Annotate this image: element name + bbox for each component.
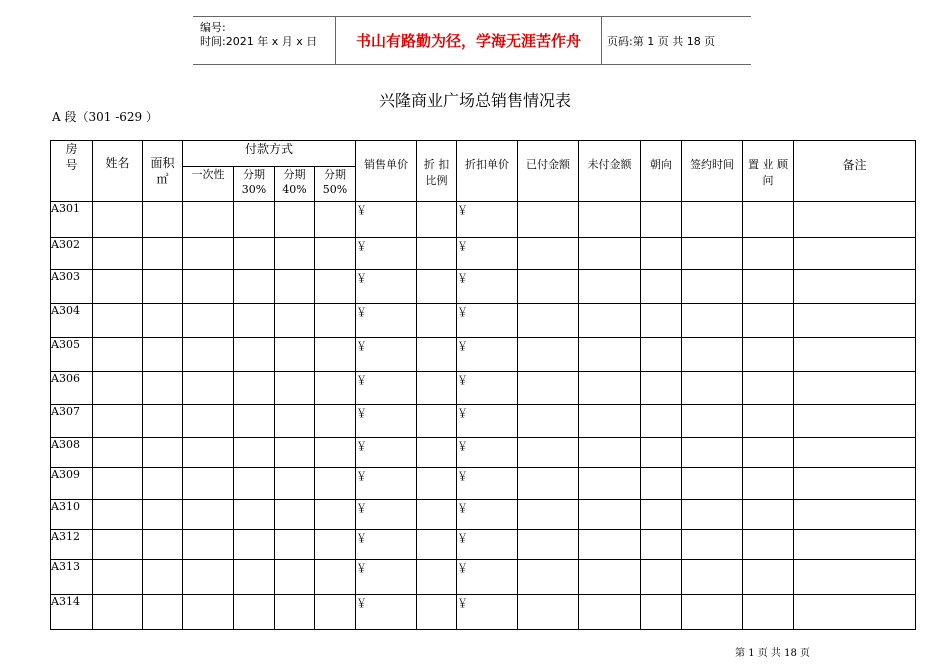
table-cell: [234, 202, 275, 238]
sales-table: [50, 140, 916, 630]
table-cell: [579, 438, 641, 468]
discount-price-cell: ￥: [457, 202, 518, 238]
table-cell: [315, 270, 356, 304]
table-cell: [641, 500, 682, 530]
table-cell: [315, 560, 356, 595]
table-cell: [518, 530, 579, 560]
table-cell: [234, 270, 275, 304]
col-discount-price: 折扣单价: [457, 141, 518, 202]
table-cell: [183, 595, 234, 630]
document-header: [193, 16, 751, 65]
table-cell: [234, 500, 275, 530]
room-id: A301: [51, 202, 93, 238]
unit-price-cell: ￥: [356, 560, 417, 595]
table-cell: [417, 270, 457, 304]
table-cell: [579, 530, 641, 560]
table-row: [51, 270, 916, 304]
table-cell: [417, 500, 457, 530]
table-cell: [743, 595, 794, 630]
table-cell: [518, 372, 579, 405]
page-info: 页码:第 1 页 共 18 页: [607, 34, 716, 48]
table-cell: [794, 372, 916, 405]
table-cell: [143, 468, 183, 500]
table-cell: [641, 468, 682, 500]
table-cell: [743, 468, 794, 500]
unit-price-cell: ￥: [356, 405, 417, 438]
table-cell: [234, 560, 275, 595]
table-cell: [275, 304, 315, 338]
table-cell: [743, 530, 794, 560]
table-cell: [93, 405, 143, 438]
section-label: A 段（301 -629 ）: [52, 110, 158, 124]
header-meta: [193, 17, 335, 64]
table-cell: [641, 560, 682, 595]
page-title: 兴隆商业广场总销售情况表: [378, 91, 571, 110]
table-cell: [234, 372, 275, 405]
table-cell: [275, 468, 315, 500]
table-cell: [794, 500, 916, 530]
table-cell: [234, 405, 275, 438]
room-id: A309: [51, 468, 93, 500]
table-cell: [518, 338, 579, 372]
table-cell: [682, 530, 743, 560]
table-cell: [682, 304, 743, 338]
unit-price-cell: ￥: [356, 338, 417, 372]
table-cell: [143, 338, 183, 372]
discount-price-cell: ￥: [457, 238, 518, 270]
table-cell: [143, 304, 183, 338]
unit-price-cell: ￥: [356, 530, 417, 560]
table-cell: [417, 202, 457, 238]
table-cell: [93, 530, 143, 560]
col-one-time: 一次性: [183, 167, 234, 202]
table-cell: [183, 500, 234, 530]
table-cell: [315, 405, 356, 438]
table-cell: [93, 500, 143, 530]
table-row: [51, 500, 916, 530]
table-cell: [518, 304, 579, 338]
table-cell: [518, 270, 579, 304]
table-row: [51, 372, 916, 405]
table-cell: [183, 202, 234, 238]
table-cell: [743, 560, 794, 595]
room-id: A303: [51, 270, 93, 304]
table-cell: [682, 238, 743, 270]
discount-price-cell: ￥: [457, 338, 518, 372]
table-cell: [315, 595, 356, 630]
table-cell: [579, 372, 641, 405]
table-cell: [518, 202, 579, 238]
table-cell: [417, 338, 457, 372]
table-cell: [93, 560, 143, 595]
table-cell: [183, 238, 234, 270]
table-cell: [641, 338, 682, 372]
table-cell: [143, 500, 183, 530]
table-cell: [579, 405, 641, 438]
table-cell: [743, 338, 794, 372]
table-cell: [743, 270, 794, 304]
table-cell: [275, 238, 315, 270]
table-cell: [143, 438, 183, 468]
header-row-1: [51, 141, 916, 167]
table-cell: [234, 468, 275, 500]
discount-price-cell: ￥: [457, 560, 518, 595]
discount-price-cell: ￥: [457, 304, 518, 338]
table-cell: [417, 595, 457, 630]
table-cell: [234, 238, 275, 270]
table-cell: [183, 530, 234, 560]
room-id: A314: [51, 595, 93, 630]
col-area: 面积 ㎡: [143, 141, 183, 202]
room-id: A307: [51, 405, 93, 438]
table-cell: [579, 238, 641, 270]
table-cell: [743, 202, 794, 238]
col-orientation: 朝向: [641, 141, 682, 202]
table-cell: [315, 468, 356, 500]
table-cell: [143, 238, 183, 270]
table-cell: [143, 405, 183, 438]
table-cell: [641, 595, 682, 630]
table-cell: [579, 270, 641, 304]
table-cell: [143, 270, 183, 304]
table-cell: [315, 438, 356, 468]
table-cell: [417, 530, 457, 560]
table-cell: [641, 304, 682, 338]
table-cell: [417, 560, 457, 595]
table-row: [51, 530, 916, 560]
table-row: [51, 304, 916, 338]
table-cell: [518, 405, 579, 438]
table-cell: [794, 202, 916, 238]
col-consultant: 置 业 顾 问: [743, 141, 794, 202]
discount-price-cell: ￥: [457, 500, 518, 530]
table-cell: [275, 560, 315, 595]
table-cell: [143, 560, 183, 595]
table-row: [51, 238, 916, 270]
unit-price-cell: ￥: [356, 304, 417, 338]
table-cell: [682, 202, 743, 238]
time-label: 时间:2021 年 x 月 x 日: [200, 35, 318, 48]
table-cell: [93, 438, 143, 468]
col-inst30: 分期 30%: [234, 167, 275, 202]
table-cell: [641, 405, 682, 438]
table-cell: [682, 338, 743, 372]
table-cell: [183, 405, 234, 438]
table-cell: [743, 500, 794, 530]
table-cell: [183, 468, 234, 500]
table-row: [51, 560, 916, 595]
table-cell: [315, 338, 356, 372]
table-cell: [794, 468, 916, 500]
table-row: [51, 405, 916, 438]
table-cell: [743, 238, 794, 270]
table-cell: [641, 372, 682, 405]
table-cell: [183, 372, 234, 405]
table-cell: [315, 372, 356, 405]
table-cell: [93, 595, 143, 630]
table-cell: [143, 202, 183, 238]
table-cell: [143, 372, 183, 405]
table-cell: [794, 438, 916, 468]
table-cell: [743, 372, 794, 405]
table-cell: [579, 595, 641, 630]
table-cell: [275, 405, 315, 438]
table-cell: [93, 270, 143, 304]
col-inst40: 分期 40%: [275, 167, 315, 202]
table-cell: [579, 304, 641, 338]
unit-price-cell: ￥: [356, 500, 417, 530]
table-cell: [93, 372, 143, 405]
col-inst50: 分期 50%: [315, 167, 356, 202]
table-cell: [417, 438, 457, 468]
table-row: [51, 438, 916, 468]
table-cell: [518, 500, 579, 530]
table-cell: [682, 560, 743, 595]
table-cell: [417, 238, 457, 270]
table-cell: [183, 438, 234, 468]
unit-price-cell: ￥: [356, 202, 417, 238]
table-cell: [641, 530, 682, 560]
table-cell: [743, 304, 794, 338]
motto: 书山有路勤为径，学海无涯苦作舟: [335, 17, 602, 64]
discount-price-cell: ￥: [457, 270, 518, 304]
table-cell: [579, 560, 641, 595]
table-cell: [275, 595, 315, 630]
table-cell: [234, 530, 275, 560]
discount-price-cell: ￥: [457, 405, 518, 438]
col-unit-price: 销售单价: [356, 141, 417, 202]
room-id: A302: [51, 238, 93, 270]
unit-price-cell: ￥: [356, 270, 417, 304]
room-id: A305: [51, 338, 93, 372]
table-cell: [275, 500, 315, 530]
table-cell: [579, 500, 641, 530]
table-row: [51, 202, 916, 238]
table-cell: [794, 530, 916, 560]
table-cell: [275, 202, 315, 238]
table-cell: [579, 202, 641, 238]
col-room: 房 号: [51, 141, 93, 202]
table-cell: [579, 468, 641, 500]
discount-price-cell: ￥: [457, 438, 518, 468]
table-cell: [315, 304, 356, 338]
table-cell: [234, 438, 275, 468]
unit-price-cell: ￥: [356, 372, 417, 405]
table-cell: [234, 304, 275, 338]
room-id: A306: [51, 372, 93, 405]
table-cell: [183, 560, 234, 595]
table-cell: [518, 560, 579, 595]
table-row: [51, 338, 916, 372]
table-cell: [315, 238, 356, 270]
table-cell: [417, 468, 457, 500]
room-id: A313: [51, 560, 93, 595]
table-cell: [275, 372, 315, 405]
table-row: [51, 595, 916, 630]
table-cell: [518, 595, 579, 630]
table-body: [51, 202, 916, 630]
table-cell: [315, 202, 356, 238]
table-cell: [794, 560, 916, 595]
col-discount-ratio: 折 扣 比例: [417, 141, 457, 202]
table-cell: [518, 468, 579, 500]
table-cell: [93, 338, 143, 372]
table-cell: [682, 595, 743, 630]
table-cell: [641, 270, 682, 304]
table-cell: [794, 595, 916, 630]
table-cell: [641, 238, 682, 270]
table-cell: [234, 338, 275, 372]
table-cell: [641, 438, 682, 468]
table-cell: [275, 438, 315, 468]
discount-price-cell: ￥: [457, 530, 518, 560]
room-id: A308: [51, 438, 93, 468]
table-cell: [234, 595, 275, 630]
table-cell: [518, 438, 579, 468]
table-cell: [518, 238, 579, 270]
discount-price-cell: ￥: [457, 468, 518, 500]
col-sign-time: 签约时间: [682, 141, 743, 202]
table-cell: [183, 338, 234, 372]
table-row: [51, 468, 916, 500]
table-cell: [682, 372, 743, 405]
table-cell: [682, 500, 743, 530]
page-footer: 第 1 页 共 18 页: [735, 648, 810, 659]
table-cell: [579, 338, 641, 372]
number-label: 编号:: [200, 21, 226, 34]
col-payment-group: 付款方式: [183, 141, 356, 167]
table-cell: [743, 438, 794, 468]
table-cell: [183, 304, 234, 338]
unit-price-cell: ￥: [356, 238, 417, 270]
table-cell: [682, 438, 743, 468]
table-cell: [93, 238, 143, 270]
col-remarks: 备注: [794, 141, 916, 202]
table-cell: [143, 530, 183, 560]
table-cell: [275, 338, 315, 372]
discount-price-cell: ￥: [457, 595, 518, 630]
table-cell: [275, 270, 315, 304]
table-cell: [183, 270, 234, 304]
table-cell: [682, 405, 743, 438]
table-cell: [315, 500, 356, 530]
table-cell: [417, 405, 457, 438]
room-id: A304: [51, 304, 93, 338]
table-cell: [743, 405, 794, 438]
table-cell: [682, 468, 743, 500]
table-cell: [641, 202, 682, 238]
table-cell: [315, 530, 356, 560]
discount-price-cell: ￥: [457, 372, 518, 405]
table-cell: [794, 304, 916, 338]
table-cell: [93, 304, 143, 338]
col-paid: 已付金额: [518, 141, 579, 202]
table-cell: [794, 238, 916, 270]
unit-price-cell: ￥: [356, 438, 417, 468]
room-id: A310: [51, 500, 93, 530]
table-cell: [93, 202, 143, 238]
table-cell: [682, 270, 743, 304]
table-cell: [794, 338, 916, 372]
table-cell: [794, 405, 916, 438]
table-cell: [417, 304, 457, 338]
table-cell: [417, 372, 457, 405]
table-cell: [143, 595, 183, 630]
col-name: 姓名: [93, 141, 143, 202]
room-id: A312: [51, 530, 93, 560]
table-cell: [93, 468, 143, 500]
table-cell: [275, 530, 315, 560]
unit-price-cell: ￥: [356, 468, 417, 500]
col-unpaid: 未付金额: [579, 141, 641, 202]
unit-price-cell: ￥: [356, 595, 417, 630]
table-cell: [794, 270, 916, 304]
